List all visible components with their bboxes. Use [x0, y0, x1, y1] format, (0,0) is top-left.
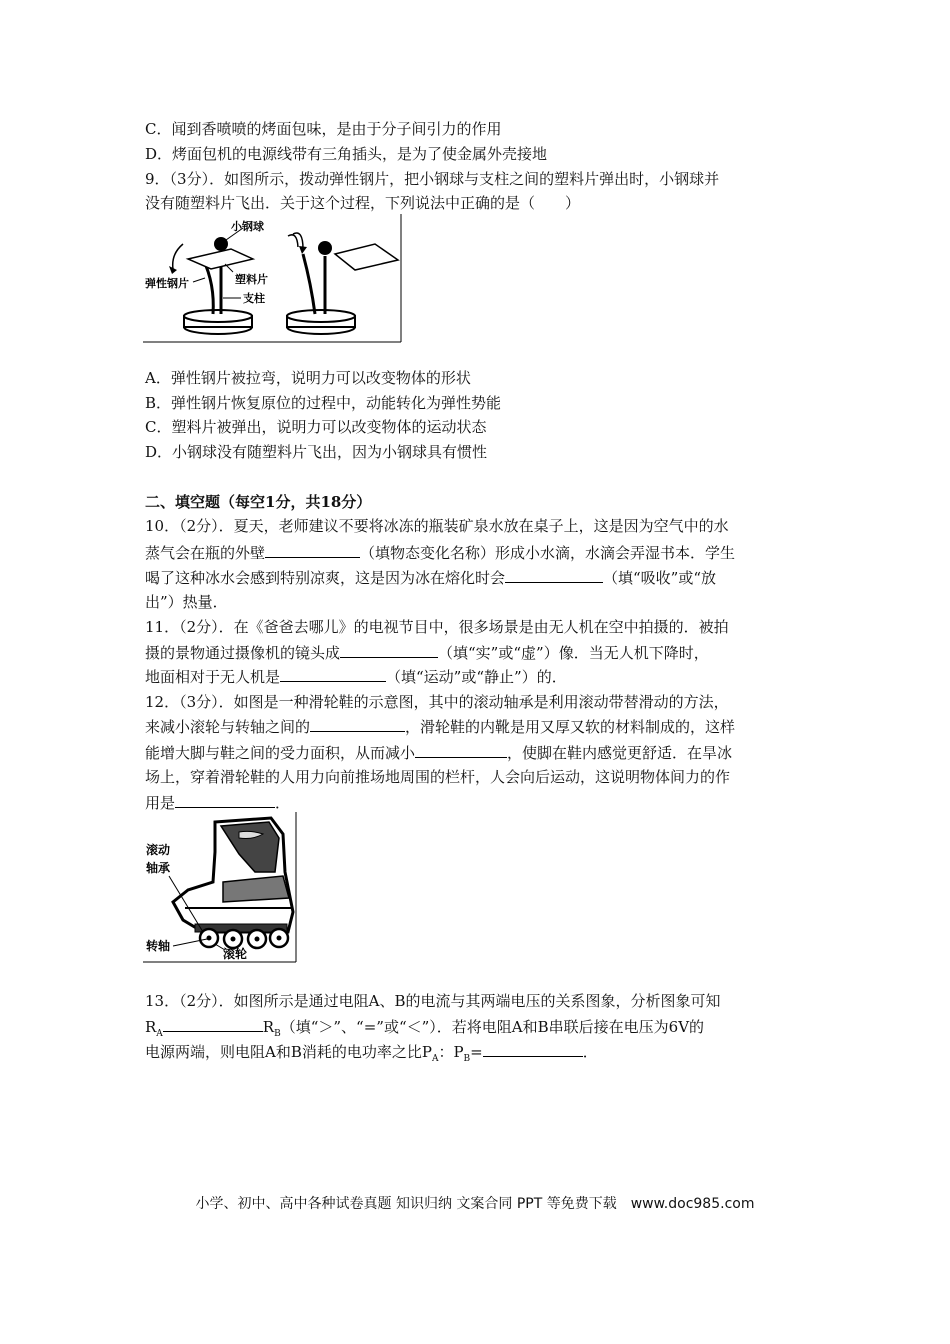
- section-title: 二、填空题（每空1分，共18分）: [145, 493, 372, 511]
- q12-line1: 12．（3分）．如图是一种滑轮鞋的示意图，其中的滚动轴承是利用滚动带替滑动的方法，: [145, 693, 729, 711]
- q12-line2: 来减小滚轮与转轴之间的 ，滑轮鞋的内靴是用又厚又软的材料制成的，这样: [145, 718, 736, 736]
- q9-option-b: B．弹性钢片恢复原位的过程中，动能转化为弹性势能: [145, 394, 502, 412]
- answer-blank[interactable]: [505, 567, 603, 583]
- q9-figure: [143, 214, 403, 344]
- label-ball: 小钢球: [231, 220, 264, 233]
- q12-line5: 用是 ．: [145, 794, 291, 812]
- q11-line1: 11．（2分）．在《爸爸去哪儿》的电视节目中，很多场景是由无人机在空中拍摄的．被拍: [145, 618, 729, 636]
- q9-option-c: C．塑料片被弹出，说明力可以改变物体的运动状态: [145, 418, 487, 436]
- label-bearing-1: 滚动: [146, 843, 171, 857]
- q10-line2: 蒸气会在瓶的外壁 （填物态变化名称）形成小水滴，水滴会弄湿书本．学生: [145, 544, 736, 562]
- q9-option-a: A．弹性钢片被拉弯，说明力可以改变物体的形状: [145, 369, 471, 387]
- q9-stem-line1: 9．（3分）．如图所示，拨动弹性钢片，把小钢球与支柱之间的塑料片弹出时，小钢球并: [145, 170, 720, 188]
- q9-option-d: D．小钢球没有随塑料片飞出，因为小钢球具有惯性: [145, 443, 488, 461]
- page-footer: 小学、初中、高中各种试卷真题 知识归纳 文案合同 PPT 等免费下载 www.doc985.com: [195, 1196, 755, 1212]
- answer-blank[interactable]: [163, 1016, 263, 1032]
- answer-blank[interactable]: [310, 716, 405, 732]
- q10-line1: 10．（2分）．夏天，老师建议不要将冰冻的瓶装矿泉水放在桌子上，这是因为空气中的水: [145, 517, 729, 535]
- q11-line2: 摄的景物通过摄像机的镜头成 （填“实”或“虚”）像．当无人机下降时，: [145, 644, 709, 662]
- label-spring: 弹性钢片: [145, 277, 189, 290]
- q13-line1: 13．（2分）．如图所示是通过电阻A、B的电流与其两端电压的关系图象，分析图象可知: [145, 992, 721, 1010]
- answer-blank[interactable]: [415, 742, 507, 758]
- q8-option-d: D．烤面包机的电源线带有三角插头，是为了使金属外壳接地: [145, 145, 548, 163]
- label-pillar: 支柱: [243, 292, 265, 305]
- answer-blank[interactable]: [175, 792, 275, 808]
- q8-option-c: C．闻到香喷喷的烤面包味，是由于分子间引力的作用: [145, 120, 502, 138]
- q13-line2: $R_A$ $R_B$（填“＞”、“=”或“＜”）．若将电阻A和B串联后接在电压为6V的: [145, 1018, 705, 1039]
- q12-line4: 场上，穿着滑轮鞋的人用力向前推场地周围的栏杆，人会向后运动，这说明物体间力的作: [145, 768, 731, 786]
- q12-line3: 能增大脚与鞋之间的受力面积，从而减小 ，使脚在鞋内感觉更舒适．在旱冰: [145, 744, 733, 762]
- q10-line4: 出”）热量．: [145, 593, 228, 611]
- answer-blank[interactable]: [340, 642, 438, 658]
- label-bearing-2: 轴承: [146, 861, 171, 875]
- label-plastic: 塑料片: [235, 273, 268, 286]
- q13-line3: 电源两端，则电阻A和B消耗的电功率之比$P_A$：$P_B=$ ．: [145, 1043, 598, 1064]
- q10-line3: 喝了这种冰水会感到特别凉爽，这是因为冰在熔化时会 （填“吸收”或“放: [145, 569, 717, 587]
- q9-stem-line2: 没有随塑料片飞出．关于这个过程，下列说法中正确的是（ ）: [145, 194, 581, 212]
- q12-figure: [143, 812, 298, 964]
- answer-blank[interactable]: [483, 1041, 583, 1057]
- answer-blank[interactable]: [265, 542, 360, 558]
- q11-line3: 地面相对于无人机是 （填“运动”或“静止”）的．: [145, 668, 567, 686]
- answer-blank[interactable]: [280, 666, 386, 682]
- label-wheel: 滚轮: [223, 947, 248, 961]
- label-axle: 转轴: [146, 939, 171, 953]
